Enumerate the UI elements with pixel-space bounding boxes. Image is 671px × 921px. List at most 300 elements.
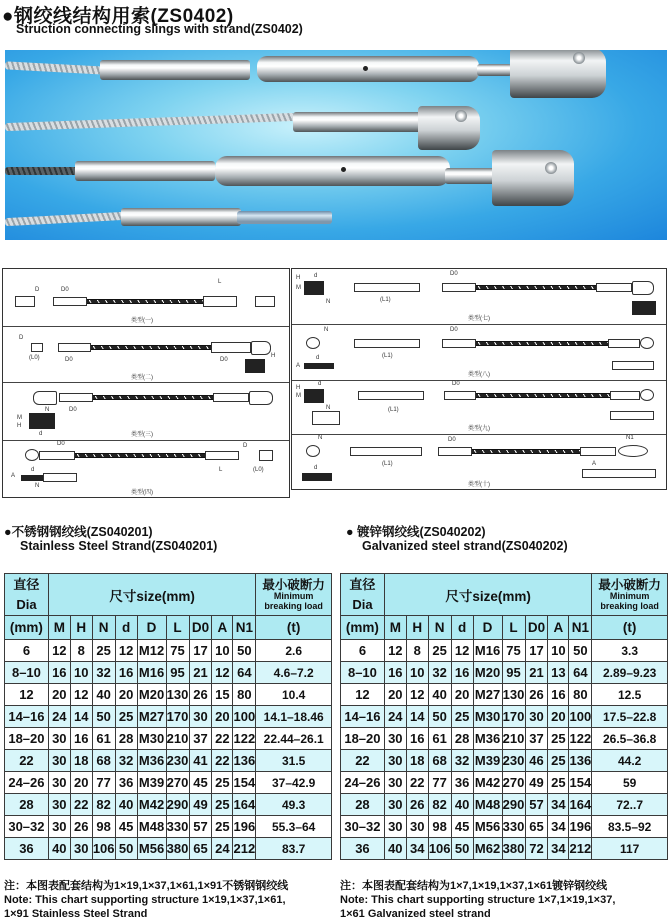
clevis-pin xyxy=(545,162,557,174)
sleeve xyxy=(211,342,251,353)
cell-dimension: 30 xyxy=(384,728,406,750)
fork-end xyxy=(304,389,324,403)
threaded-rod xyxy=(445,168,495,184)
fork-end xyxy=(33,391,57,405)
drawing-caption: 类型(四) xyxy=(131,490,153,496)
dim-label-d: d xyxy=(314,465,318,471)
dim-label-d-small: d xyxy=(39,431,43,437)
cell-dia: 6 xyxy=(5,640,49,662)
cell-dimension: 30 xyxy=(406,816,428,838)
cell-dimension: 24 xyxy=(212,838,233,860)
fork-detail xyxy=(312,411,340,425)
sleeve xyxy=(444,391,476,400)
drawing-caption: 类型(七) xyxy=(468,316,490,322)
wire-rope xyxy=(5,113,295,131)
cell-dia: 18–20 xyxy=(5,728,49,750)
col-header: D0 xyxy=(189,616,212,640)
eye-terminal xyxy=(25,449,39,461)
dim-label-h: H xyxy=(296,385,301,391)
dim-label-l: L xyxy=(219,467,223,473)
cell-dimension: 46 xyxy=(525,750,548,772)
table-header-row xyxy=(5,574,332,616)
cell-breaking-load: 22.44–26.1 xyxy=(256,728,332,750)
cell-dimension: 22 xyxy=(212,750,233,772)
dim-label-n: N xyxy=(324,327,329,333)
cell-dimension: 21 xyxy=(525,662,548,684)
section-title-stainless: ●不锈钢钢绞线(ZS040201) xyxy=(4,525,153,539)
fork-end xyxy=(249,391,273,405)
cell-dimension: M42 xyxy=(137,794,166,816)
cell-dimension: 50 xyxy=(428,706,451,728)
bullet-icon: ● xyxy=(2,6,14,27)
dim-label-d0: D0 xyxy=(65,357,73,363)
spec-table-galvanized xyxy=(340,573,668,860)
cell-dimension: 40 xyxy=(428,684,451,706)
eye-detail-body xyxy=(43,473,77,482)
sleeve xyxy=(53,297,87,306)
drawing-type-4 xyxy=(3,441,289,499)
cell-dimension: 8 xyxy=(406,640,428,662)
cell-dimension: 25 xyxy=(548,750,569,772)
table-row xyxy=(5,662,332,684)
technical-drawings xyxy=(2,268,669,498)
col-header: D xyxy=(137,616,166,640)
cell-dimension: 75 xyxy=(166,640,189,662)
section-subtitle-stainless: Stainless Steel Strand(ZS040201) xyxy=(20,539,218,553)
cell-dimension: 37 xyxy=(525,728,548,750)
cell-dimension: 12 xyxy=(406,684,428,706)
col-header: N1 xyxy=(233,616,256,640)
cell-dimension: 16 xyxy=(115,662,137,684)
dim-label-d0: D0 xyxy=(450,271,458,277)
cell-dimension: 45 xyxy=(189,772,212,794)
drawing-caption: 类型(三) xyxy=(131,432,153,438)
cell-dimension: 100 xyxy=(233,706,256,728)
swage-terminal xyxy=(75,161,215,181)
sight-hole xyxy=(363,66,368,71)
header-load: 最小破断力 Minimum breaking load xyxy=(592,574,668,616)
fork-end xyxy=(304,281,324,295)
fork-end xyxy=(632,281,654,295)
sleeve xyxy=(58,343,91,352)
cell-breaking-load: 2.89–9.23 xyxy=(592,662,668,684)
rope xyxy=(91,345,211,350)
cell-dia: 36 xyxy=(5,838,49,860)
cell-dimension: 290 xyxy=(166,794,189,816)
fork-detail xyxy=(245,359,265,373)
cell-dimension: 154 xyxy=(569,772,592,794)
cell-dimension: 61 xyxy=(428,728,451,750)
thread-stud xyxy=(259,450,273,461)
cell-dimension: 30 xyxy=(384,750,406,772)
drawing-caption: 类型(九) xyxy=(468,426,490,432)
header-dia: 直径 Dia xyxy=(341,574,385,616)
note-galvanized: 注：本图表配套结构为1×7,1×19,1×37,1×61镀锌钢绞线 Note: This chart supporting structure 1×7,1×19,1×37, 1×61 Galvanized steel strand xyxy=(340,880,616,920)
cell-breaking-load: 44.2 xyxy=(592,750,668,772)
dim-label-d0: D0 xyxy=(450,327,458,333)
cell-dimension: 25 xyxy=(451,706,473,728)
turnbuckle-body xyxy=(257,56,479,82)
cell-dimension: 16 xyxy=(70,728,92,750)
cell-dia: 22 xyxy=(5,750,49,772)
cell-dimension: M27 xyxy=(473,684,502,706)
cell-dimension: M12 xyxy=(137,640,166,662)
cell-dimension: 34 xyxy=(548,794,569,816)
dim-label-d: D xyxy=(243,443,248,449)
cell-breaking-load: 3.3 xyxy=(592,640,668,662)
dim-label-l0: (L0) xyxy=(253,467,264,473)
cell-dimension: 65 xyxy=(525,816,548,838)
cell-dimension: 98 xyxy=(428,816,451,838)
header-dia: 直径 Dia xyxy=(5,574,49,616)
double-eye-terminal xyxy=(618,445,648,457)
cell-dimension: 17 xyxy=(525,640,548,662)
dim-label-d0-right: D0 xyxy=(220,357,228,363)
product-photo xyxy=(5,50,667,240)
cell-dimension: 40 xyxy=(92,684,115,706)
fork-end xyxy=(251,341,271,355)
eye-terminal xyxy=(640,389,654,401)
cell-dimension: 12 xyxy=(451,640,473,662)
bullet-icon: ● xyxy=(346,525,354,539)
dim-label-n: N xyxy=(45,407,50,413)
cell-dimension: M27 xyxy=(137,706,166,728)
cell-dimension: 50 xyxy=(569,640,592,662)
table-row xyxy=(341,706,668,728)
wire-rope xyxy=(5,61,105,74)
dim-label-l0: (L0) xyxy=(29,355,40,361)
cell-dimension: 210 xyxy=(502,728,525,750)
cell-breaking-load: 83.7 xyxy=(256,838,332,860)
cell-dimension: 65 xyxy=(189,838,212,860)
cell-dimension: M30 xyxy=(473,706,502,728)
drawing-type-2 xyxy=(3,327,289,383)
table-column-header-row xyxy=(341,616,668,640)
cell-dimension: 30 xyxy=(384,772,406,794)
cell-dimension: 40 xyxy=(115,794,137,816)
cell-breaking-load: 4.6–7.2 xyxy=(256,662,332,684)
nut xyxy=(15,296,35,307)
cell-dimension: 290 xyxy=(502,794,525,816)
cell-dia: 30–32 xyxy=(5,816,49,838)
sight-hole xyxy=(341,167,346,172)
cell-dimension: 80 xyxy=(233,684,256,706)
dim-label-n: N xyxy=(326,405,331,411)
cell-dimension: 12 xyxy=(384,640,406,662)
cell-dimension: M39 xyxy=(137,772,166,794)
drawing-type-10 xyxy=(292,435,666,491)
cell-dimension: 16 xyxy=(384,662,406,684)
rope xyxy=(93,395,213,400)
drawing-caption: 类型(一) xyxy=(131,318,153,324)
cell-dimension: 26 xyxy=(189,684,212,706)
cell-dimension: 82 xyxy=(428,794,451,816)
col-header: L xyxy=(166,616,189,640)
cell-dimension: 30 xyxy=(70,838,92,860)
col-header: M xyxy=(48,616,70,640)
cell-dimension: 45 xyxy=(451,816,473,838)
cell-dimension: M36 xyxy=(473,728,502,750)
cell-dia: 8–10 xyxy=(5,662,49,684)
dim-label-d0: D0 xyxy=(61,287,69,293)
cell-dimension: 21 xyxy=(189,662,212,684)
cell-dimension: 130 xyxy=(166,684,189,706)
page-subtitle: Struction connecting slings with strand(ZS0402) xyxy=(16,22,303,36)
sleeve xyxy=(442,283,476,292)
rope xyxy=(472,449,580,454)
cell-dimension: 22 xyxy=(406,772,428,794)
col-header: (mm) xyxy=(341,616,385,640)
col-header: (t) xyxy=(592,616,668,640)
cell-dimension: 49 xyxy=(525,772,548,794)
cell-dia: 6 xyxy=(341,640,385,662)
cell-breaking-load: 17.5–22.8 xyxy=(592,706,668,728)
eye-terminal xyxy=(640,337,654,349)
cell-dimension: 34 xyxy=(548,838,569,860)
cell-dimension: 16 xyxy=(451,662,473,684)
cell-dimension: 25 xyxy=(115,706,137,728)
cell-dimension: M20 xyxy=(137,684,166,706)
col-header: d xyxy=(451,616,473,640)
threaded-stud xyxy=(237,211,332,224)
cell-dimension: 20 xyxy=(384,684,406,706)
cell-dimension: 34 xyxy=(406,838,428,860)
col-header: (t) xyxy=(256,616,332,640)
eye-detail xyxy=(21,475,43,481)
dim-label-n: N xyxy=(326,299,331,305)
dim-label-l: L xyxy=(218,279,222,285)
header-load: 最小破断力 Minimum breaking load xyxy=(256,574,332,616)
cell-dimension: 20 xyxy=(212,706,233,728)
sleeve xyxy=(608,339,640,348)
swage-stud xyxy=(121,208,241,226)
cell-dimension: 40 xyxy=(384,838,406,860)
table-column-header-row xyxy=(5,616,332,640)
cell-dimension: 210 xyxy=(166,728,189,750)
cell-dimension: 72 xyxy=(525,838,548,860)
wire-rope xyxy=(5,212,125,226)
cell-dimension: 122 xyxy=(569,728,592,750)
cell-dimension: 82 xyxy=(92,794,115,816)
rope xyxy=(476,285,596,290)
cell-dimension: 77 xyxy=(428,772,451,794)
cell-dimension: M42 xyxy=(473,772,502,794)
cell-dia: 28 xyxy=(5,794,49,816)
dim-label-d: d xyxy=(318,381,322,387)
cell-dia: 24–26 xyxy=(5,772,49,794)
cell-breaking-load: 14.1–18.46 xyxy=(256,706,332,728)
cell-dimension: 25 xyxy=(548,728,569,750)
drawing-type-7 xyxy=(292,269,666,325)
dim-label-d0: D0 xyxy=(57,441,65,447)
cell-dimension: 230 xyxy=(502,750,525,772)
col-header: d xyxy=(115,616,137,640)
cell-dimension: 196 xyxy=(233,816,256,838)
cell-dimension: 136 xyxy=(233,750,256,772)
table-row xyxy=(5,772,332,794)
dim-label-m: M xyxy=(296,393,301,399)
cell-dimension: 45 xyxy=(115,816,137,838)
table-row xyxy=(341,640,668,662)
table-row xyxy=(5,750,332,772)
note-stainless: 注：本图表配套结构为1×19,1×37,1×61,1×91不锈钢钢绞线 Note: This chart supporting structure 1×19,1×37,1×61, 1×91 Stainless Steel Strand xyxy=(4,880,289,920)
table-row xyxy=(341,794,668,816)
cell-dimension: 30 xyxy=(525,706,548,728)
cell-dimension: 30 xyxy=(384,794,406,816)
dim-label-d: D xyxy=(19,335,24,341)
turnbuckle-body xyxy=(354,283,420,292)
cell-dimension: 20 xyxy=(548,706,569,728)
dim-label-n: N xyxy=(318,435,323,441)
cell-dimension: 100 xyxy=(569,706,592,728)
table-row xyxy=(5,838,332,860)
cell-dimension: 50 xyxy=(115,838,137,860)
threaded-rod xyxy=(477,64,512,76)
cell-dimension: 28 xyxy=(115,728,137,750)
cell-dimension: 270 xyxy=(502,772,525,794)
cell-dimension: 26 xyxy=(70,816,92,838)
drawing-panel-right xyxy=(291,268,667,490)
cell-dimension: 10 xyxy=(548,640,569,662)
dim-label-h: H xyxy=(271,353,276,359)
cell-dimension: 34 xyxy=(548,816,569,838)
cell-dimension: 14 xyxy=(70,706,92,728)
cell-dimension: 26 xyxy=(406,794,428,816)
dim-label-a: A xyxy=(592,461,597,467)
sleeve xyxy=(213,393,249,402)
dim-label-a: A xyxy=(11,473,16,479)
cell-dimension: 32 xyxy=(451,750,473,772)
cell-dimension: 28 xyxy=(451,728,473,750)
cell-dimension: 16 xyxy=(548,684,569,706)
cell-dimension: 154 xyxy=(233,772,256,794)
cell-dimension: 13 xyxy=(548,662,569,684)
col-header: A xyxy=(212,616,233,640)
cell-dimension: 196 xyxy=(569,816,592,838)
eye-detail-right xyxy=(612,361,654,370)
cell-dimension: 24 xyxy=(384,706,406,728)
cell-breaking-load: 83.5–92 xyxy=(592,816,668,838)
col-header: N xyxy=(92,616,115,640)
col-header: L xyxy=(502,616,525,640)
cell-dimension: 30 xyxy=(48,728,70,750)
sleeve xyxy=(39,451,75,460)
section-subtitle-galvanized: Galvanized steel strand(ZS040202) xyxy=(362,539,568,553)
drawing-type-1 xyxy=(3,269,289,327)
cell-dimension: 10 xyxy=(212,640,233,662)
dim-label-n: N xyxy=(35,483,40,489)
double-eye-detail xyxy=(582,469,656,478)
eye-detail xyxy=(302,473,332,481)
cell-dimension: 95 xyxy=(166,662,189,684)
cell-dimension: M56 xyxy=(473,816,502,838)
cell-dimension: 36 xyxy=(115,772,137,794)
drawing-panel-left xyxy=(2,268,290,498)
fork-detail xyxy=(632,301,656,315)
rope xyxy=(87,299,203,304)
cell-breaking-load: 49.3 xyxy=(256,794,332,816)
cell-dimension: 64 xyxy=(233,662,256,684)
dim-label-d-small: d xyxy=(31,467,35,473)
cell-dimension: 98 xyxy=(92,816,115,838)
dim-label-h: H xyxy=(17,423,22,429)
cell-breaking-load: 2.6 xyxy=(256,640,332,662)
col-header: H xyxy=(406,616,428,640)
col-header: N xyxy=(428,616,451,640)
sleeve xyxy=(203,296,237,307)
cell-dimension: 12 xyxy=(115,640,137,662)
cell-dimension: 75 xyxy=(502,640,525,662)
cell-dimension: 170 xyxy=(502,706,525,728)
cell-dimension: 270 xyxy=(166,772,189,794)
col-header: M xyxy=(384,616,406,640)
dim-label-d: D xyxy=(35,287,40,293)
nut xyxy=(255,296,275,307)
cell-dia: 24–26 xyxy=(341,772,385,794)
cell-dimension: 330 xyxy=(166,816,189,838)
cell-dimension: 41 xyxy=(189,750,212,772)
dim-label-l1: (L1) xyxy=(388,407,399,413)
cell-dimension: 36 xyxy=(451,772,473,794)
cell-dimension: 95 xyxy=(502,662,525,684)
table-row xyxy=(5,794,332,816)
cell-dimension: 212 xyxy=(233,838,256,860)
table-row xyxy=(341,662,668,684)
col-header: (mm) xyxy=(5,616,49,640)
cell-dimension: 170 xyxy=(166,706,189,728)
cell-dimension: M39 xyxy=(473,750,502,772)
cell-dia: 8–10 xyxy=(341,662,385,684)
swage-terminal xyxy=(293,112,423,132)
wire-rope xyxy=(5,167,80,175)
dim-label-l1: (L1) xyxy=(382,353,393,359)
cell-breaking-load: 72..7 xyxy=(592,794,668,816)
spec-table-stainless xyxy=(4,573,332,860)
drawing-caption: 类型(八) xyxy=(468,372,490,378)
table-row xyxy=(5,684,332,706)
cell-dimension: 37 xyxy=(189,728,212,750)
rope xyxy=(75,453,205,458)
sleeve xyxy=(31,343,43,352)
cell-dia: 12 xyxy=(5,684,49,706)
cell-dimension: 22 xyxy=(70,794,92,816)
sleeve xyxy=(438,447,472,456)
dim-label-a: A xyxy=(296,363,301,369)
cell-dimension: 20 xyxy=(115,684,137,706)
sleeve xyxy=(59,393,93,402)
cell-dia: 14–16 xyxy=(341,706,385,728)
cell-dimension: 16 xyxy=(406,728,428,750)
table-header-row xyxy=(341,574,668,616)
cell-dimension: 40 xyxy=(451,794,473,816)
cell-dimension: 77 xyxy=(92,772,115,794)
dim-label-d0: D0 xyxy=(452,381,460,387)
eye-detail xyxy=(304,363,334,369)
clevis-pin xyxy=(455,110,467,122)
cell-dimension: 25 xyxy=(92,640,115,662)
cell-dimension: 106 xyxy=(92,838,115,860)
cell-dimension: M62 xyxy=(473,838,502,860)
cell-dimension: 30 xyxy=(48,750,70,772)
cell-breaking-load: 10.4 xyxy=(256,684,332,706)
cell-dimension: 32 xyxy=(428,662,451,684)
cell-dimension: 12 xyxy=(212,662,233,684)
cell-dimension: 50 xyxy=(451,838,473,860)
table-body xyxy=(341,640,668,860)
cell-dimension: 26 xyxy=(525,684,548,706)
cell-dia: 30–32 xyxy=(341,816,385,838)
cell-dimension: 20 xyxy=(70,772,92,794)
